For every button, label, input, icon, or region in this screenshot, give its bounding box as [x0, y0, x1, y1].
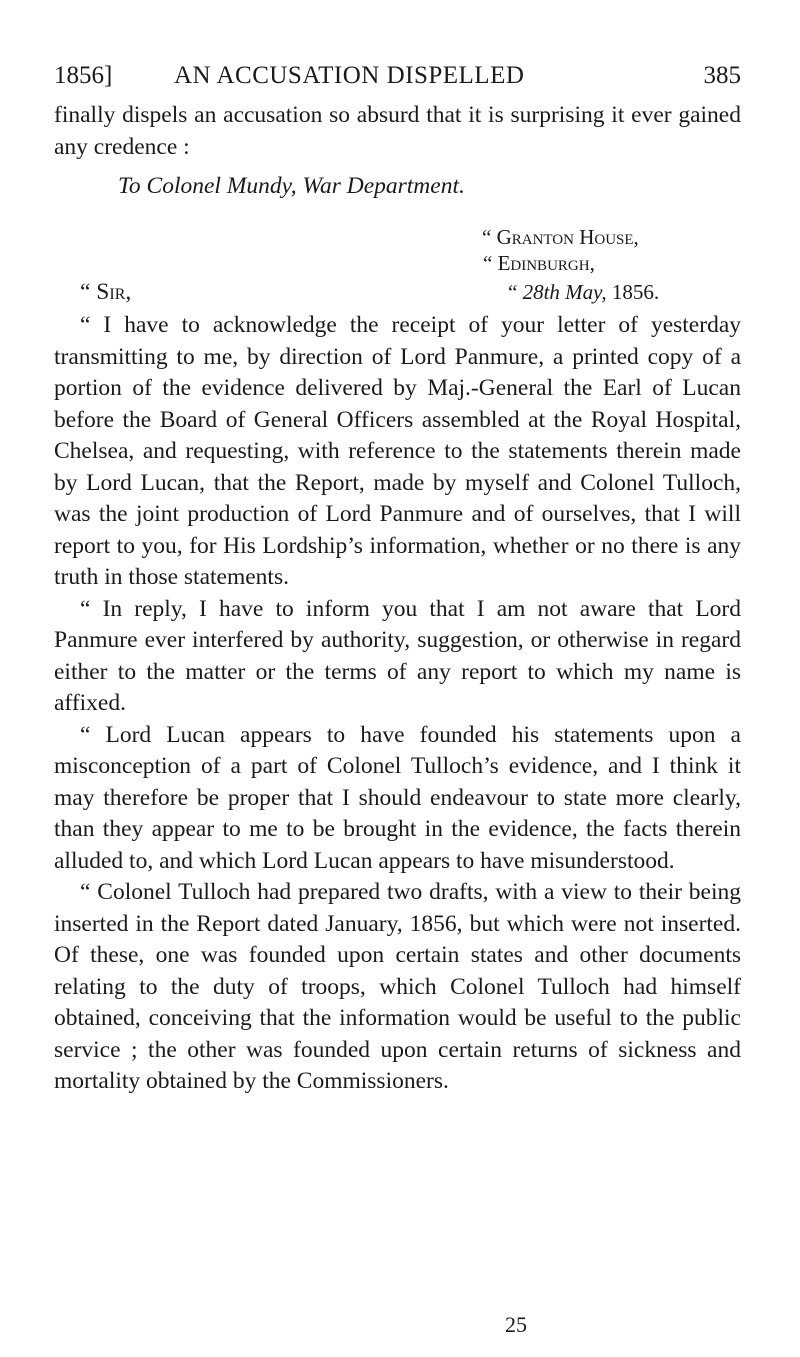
- signature-mark: 25: [505, 1312, 527, 1337]
- letter-paragraph-4: “ Colonel Tulloch had prepared two drafts, with a view to their being inserted in the Report dated January, 1856, but which were not inserted. Of these, one was founded upon certain states and other documents relating to the duty of troops, which Colonel Tulloch had himself obtained, conceiving that the information would be useful to the public service ; the other was founded upon certain returns of sickness and mortality obtained by the Commissioners.: [54, 879, 741, 1094]
- date-quote: “: [508, 280, 523, 304]
- date-year: 1856.: [606, 280, 660, 304]
- letter-addressee: To Colonel Mundy, War Department.: [118, 173, 465, 199]
- running-head-title: AN ACCUSATION DISPELLED: [174, 62, 525, 89]
- intro-block: [54, 100, 741, 163]
- letter-paragraph-1: “ I have to acknowledge the receipt of your letter of yesterday transmitting to me, by direction of Lord Panmure, a printed copy of a portion of the evidence delivered by Maj.-General the Earl of Lucan before the Board of General Officers assembled at the Royal Hospital, Chelsea, and requesting, with reference to the statements therein made by Lord Lucan, that the Report, made by myself and Colonel Tulloch, was the joint production of Lord Panmure and of ourselves, that I will report to you, for His Lordship’s information, whether or no there is any truth in those statements.: [54, 312, 741, 590]
- letter-salutation: “ Sir,: [80, 279, 132, 305]
- page-number: 385: [703, 62, 741, 89]
- running-head-year: 1856]: [54, 62, 113, 89]
- address-line-2: “ Edinburgh,: [483, 251, 595, 275]
- address-line-1: “ Granton House,: [482, 225, 639, 249]
- intro-paragraph: finally dispels an accusation so absurd that it is surprising it ever gained any credence :: [54, 102, 741, 160]
- letter-body: [54, 310, 741, 1098]
- running-head: [54, 56, 741, 96]
- date-day: 28th May,: [522, 280, 607, 304]
- letter-paragraph-2: “ In reply, I have to inform you that I am not aware that Lord Panmure ever interfered by authority, suggestion, or otherwise in regard either to the matter or the terms of any report to which my name is affixed.: [54, 595, 741, 716]
- letter-date: [508, 277, 659, 307]
- letter-paragraph-3: “ Lord Lucan appears to have founded his statements upon a misconception of a part of Colonel Tulloch’s evidence, and I think it may therefore be proper that I should endeavour to state more clearly, than they appear to me to be brought in the evidence, the facts therein alluded to, and which Lord Lucan appears to have misunderstood.: [54, 721, 741, 874]
